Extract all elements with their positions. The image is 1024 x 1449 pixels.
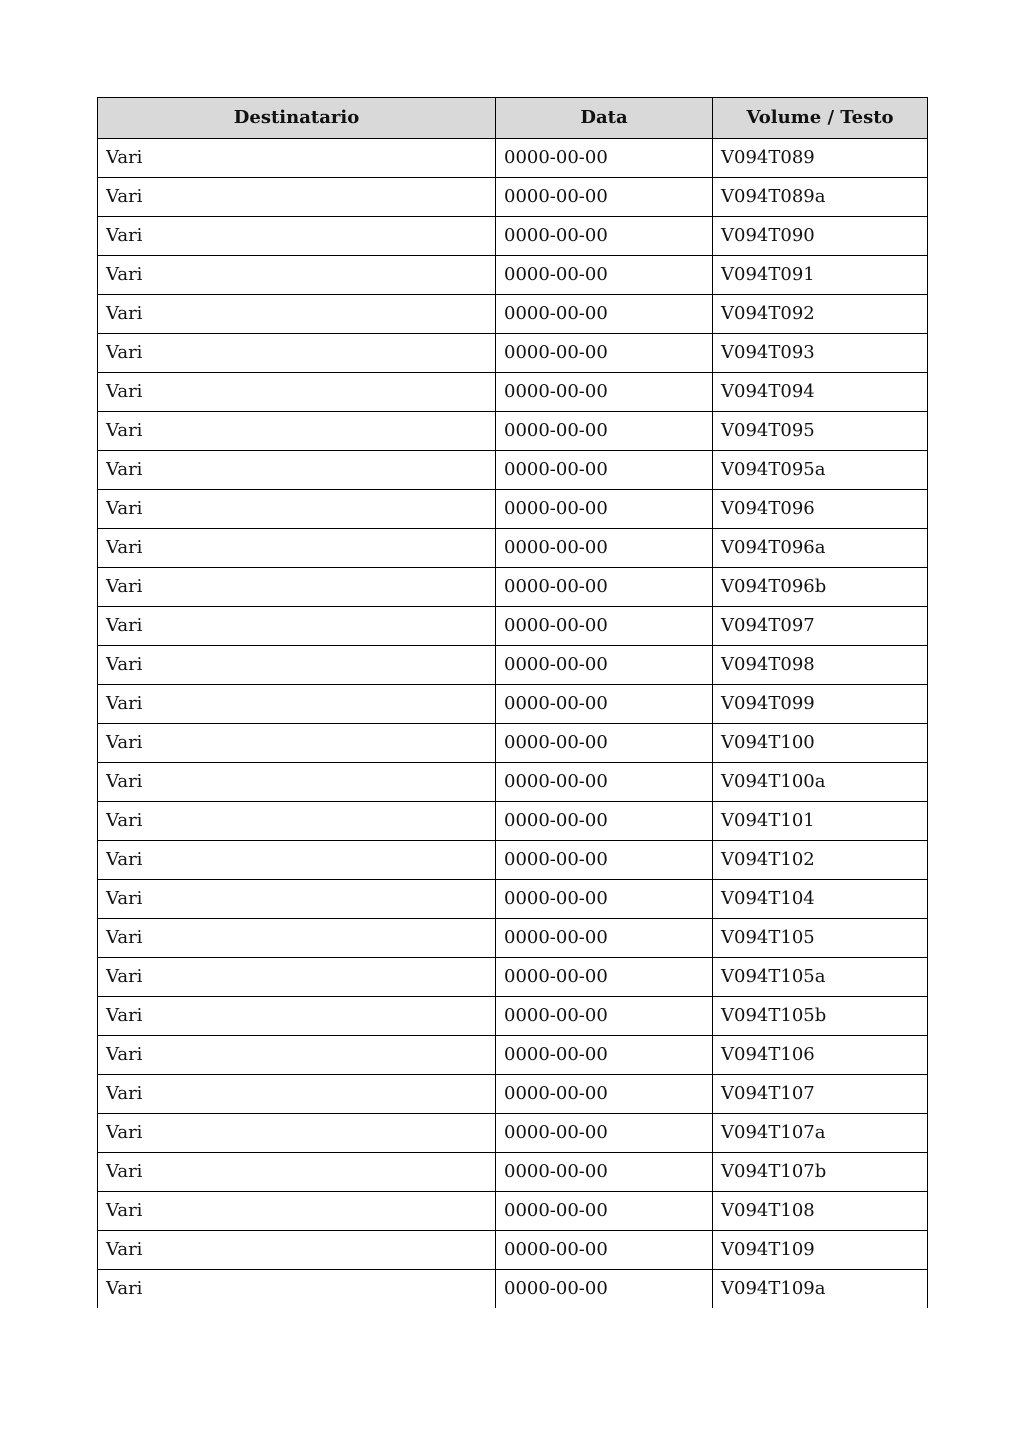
table-row — [98, 139, 928, 178]
cell-data: 0000-00-00 — [496, 373, 713, 412]
cell-data: 0000-00-00 — [496, 1075, 713, 1114]
cell-destinatario: Vari — [98, 412, 496, 451]
cell-data: 0000-00-00 — [496, 490, 713, 529]
cell-volume-testo: V094T106 — [713, 1036, 928, 1075]
cell-destinatario: Vari — [98, 139, 496, 178]
cell-destinatario: Vari — [98, 1231, 496, 1270]
table-row — [98, 1075, 928, 1114]
cell-data: 0000-00-00 — [496, 763, 713, 802]
cell-volume-testo: V094T109a — [713, 1270, 928, 1309]
column-header-destinatario: Destinatario — [98, 98, 496, 139]
cell-destinatario: Vari — [98, 373, 496, 412]
cell-data: 0000-00-00 — [496, 295, 713, 334]
cell-data: 0000-00-00 — [496, 802, 713, 841]
cell-destinatario: Vari — [98, 217, 496, 256]
cell-data: 0000-00-00 — [496, 1153, 713, 1192]
table-row — [98, 1192, 928, 1231]
table-row — [98, 880, 928, 919]
cell-volume-testo: V094T096a — [713, 529, 928, 568]
cell-destinatario: Vari — [98, 958, 496, 997]
cell-volume-testo: V094T089 — [713, 139, 928, 178]
cell-data: 0000-00-00 — [496, 724, 713, 763]
cell-data: 0000-00-00 — [496, 1192, 713, 1231]
cell-volume-testo: V094T101 — [713, 802, 928, 841]
cell-volume-testo: V094T093 — [713, 334, 928, 373]
table-body — [98, 139, 928, 1309]
cell-data: 0000-00-00 — [496, 919, 713, 958]
cell-volume-testo: V094T104 — [713, 880, 928, 919]
cell-volume-testo: V094T105 — [713, 919, 928, 958]
cell-volume-testo: V094T090 — [713, 217, 928, 256]
table-row — [98, 1114, 928, 1153]
cell-destinatario: Vari — [98, 685, 496, 724]
cell-destinatario: Vari — [98, 1036, 496, 1075]
cell-destinatario: Vari — [98, 763, 496, 802]
cell-data: 0000-00-00 — [496, 646, 713, 685]
table-row — [98, 685, 928, 724]
table-row — [98, 646, 928, 685]
cell-volume-testo: V094T109 — [713, 1231, 928, 1270]
cell-volume-testo: V094T099 — [713, 685, 928, 724]
cell-data: 0000-00-00 — [496, 334, 713, 373]
table-row — [98, 412, 928, 451]
table-row — [98, 997, 928, 1036]
cell-destinatario: Vari — [98, 178, 496, 217]
cell-destinatario: Vari — [98, 1075, 496, 1114]
cell-volume-testo: V094T091 — [713, 256, 928, 295]
cell-destinatario: Vari — [98, 607, 496, 646]
table-row — [98, 1270, 928, 1309]
table-row — [98, 919, 928, 958]
cell-data: 0000-00-00 — [496, 451, 713, 490]
table-row — [98, 373, 928, 412]
cell-data: 0000-00-00 — [496, 685, 713, 724]
cell-data: 0000-00-00 — [496, 997, 713, 1036]
table-row — [98, 958, 928, 997]
cell-destinatario: Vari — [98, 997, 496, 1036]
cell-destinatario: Vari — [98, 334, 496, 373]
cell-destinatario: Vari — [98, 646, 496, 685]
cell-volume-testo: V094T097 — [713, 607, 928, 646]
cell-data: 0000-00-00 — [496, 139, 713, 178]
cell-volume-testo: V094T100 — [713, 724, 928, 763]
cell-volume-testo: V094T095a — [713, 451, 928, 490]
cell-volume-testo: V094T100a — [713, 763, 928, 802]
table-row — [98, 217, 928, 256]
table-row — [98, 529, 928, 568]
cell-destinatario: Vari — [98, 841, 496, 880]
table-row — [98, 334, 928, 373]
cell-data: 0000-00-00 — [496, 841, 713, 880]
cell-destinatario: Vari — [98, 568, 496, 607]
cell-destinatario: Vari — [98, 1114, 496, 1153]
cell-destinatario: Vari — [98, 295, 496, 334]
column-header-volume-testo: Volume / Testo — [713, 98, 928, 139]
cell-data: 0000-00-00 — [496, 1231, 713, 1270]
table-row — [98, 607, 928, 646]
cell-data: 0000-00-00 — [496, 958, 713, 997]
cell-destinatario: Vari — [98, 919, 496, 958]
cell-destinatario: Vari — [98, 490, 496, 529]
cell-volume-testo: V094T107b — [713, 1153, 928, 1192]
records-table — [97, 97, 928, 1308]
table-row — [98, 1231, 928, 1270]
column-header-data: Data — [496, 98, 713, 139]
cell-data: 0000-00-00 — [496, 1270, 713, 1309]
cell-data: 0000-00-00 — [496, 1114, 713, 1153]
table-row — [98, 490, 928, 529]
cell-data: 0000-00-00 — [496, 568, 713, 607]
cell-destinatario: Vari — [98, 529, 496, 568]
cell-destinatario: Vari — [98, 724, 496, 763]
cell-destinatario: Vari — [98, 1153, 496, 1192]
table-row — [98, 1153, 928, 1192]
cell-volume-testo: V094T107 — [713, 1075, 928, 1114]
table-header — [98, 98, 928, 139]
cell-volume-testo: V094T092 — [713, 295, 928, 334]
cell-volume-testo: V094T108 — [713, 1192, 928, 1231]
cell-destinatario: Vari — [98, 880, 496, 919]
cell-volume-testo: V094T095 — [713, 412, 928, 451]
table-row — [98, 451, 928, 490]
cell-data: 0000-00-00 — [496, 529, 713, 568]
cell-destinatario: Vari — [98, 451, 496, 490]
cell-destinatario: Vari — [98, 256, 496, 295]
cell-volume-testo: V094T089a — [713, 178, 928, 217]
cell-destinatario: Vari — [98, 1192, 496, 1231]
table-row — [98, 256, 928, 295]
cell-volume-testo: V094T105b — [713, 997, 928, 1036]
cell-volume-testo: V094T107a — [713, 1114, 928, 1153]
table-row — [98, 802, 928, 841]
cell-data: 0000-00-00 — [496, 412, 713, 451]
header-row — [98, 98, 928, 139]
cell-volume-testo: V094T096 — [713, 490, 928, 529]
table-row — [98, 841, 928, 880]
cell-data: 0000-00-00 — [496, 1036, 713, 1075]
cell-destinatario: Vari — [98, 1270, 496, 1309]
cell-data: 0000-00-00 — [496, 178, 713, 217]
cell-volume-testo: V094T098 — [713, 646, 928, 685]
table-row — [98, 568, 928, 607]
cell-volume-testo: V094T105a — [713, 958, 928, 997]
cell-volume-testo: V094T094 — [713, 373, 928, 412]
cell-volume-testo: V094T096b — [713, 568, 928, 607]
table-row — [98, 178, 928, 217]
table-row — [98, 724, 928, 763]
cell-destinatario: Vari — [98, 802, 496, 841]
cell-data: 0000-00-00 — [496, 880, 713, 919]
table-row — [98, 763, 928, 802]
table-row — [98, 295, 928, 334]
cell-data: 0000-00-00 — [496, 217, 713, 256]
table-row — [98, 1036, 928, 1075]
cell-volume-testo: V094T102 — [713, 841, 928, 880]
cell-data: 0000-00-00 — [496, 607, 713, 646]
cell-data: 0000-00-00 — [496, 256, 713, 295]
